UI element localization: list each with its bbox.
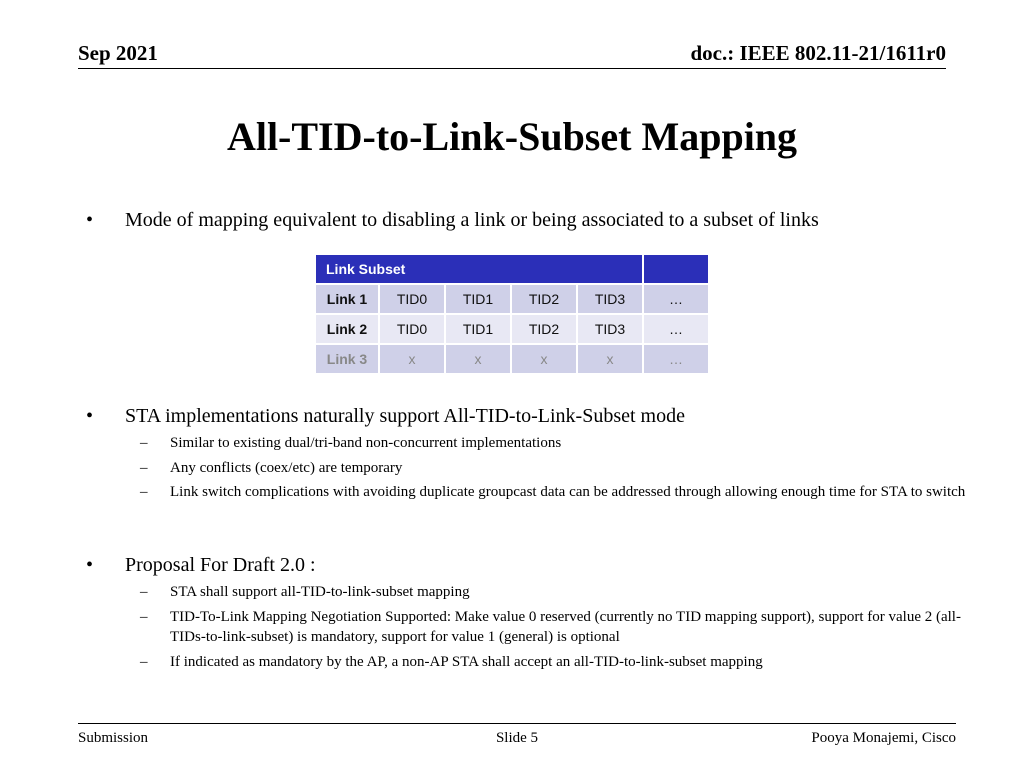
row-label: Link 2 [316,315,378,343]
table-cell: TID3 [578,285,642,313]
bullet-dot-icon: • [86,554,94,576]
dash-icon: – [140,460,148,476]
bullet-dot-icon: • [86,209,94,231]
footer-author: Pooya Monajemi, Cisco [811,730,956,746]
sub-bullet-text: Similar to existing dual/tri-band non-concurrent implementations [170,435,562,451]
table-cell: x [446,345,510,373]
dash-icon: – [140,484,148,500]
table-cell: … [644,345,708,373]
table-header-cell: Link Subset [316,255,642,283]
bullet-dot-icon: • [86,405,94,427]
header-doc-id: doc.: IEEE 802.11-21/1611r0 [690,41,946,65]
table-row [316,315,708,343]
table-cell: TID2 [512,285,576,313]
table-row [316,345,708,373]
table-cell: … [644,285,708,313]
table-cell: TID0 [380,315,444,343]
slide-title: All-TID-to-Link-Subset Mapping [226,114,798,159]
table-cell: TID0 [380,285,444,313]
dash-icon: – [140,609,148,625]
sub-bullet-text: If indicated as mandatory by the AP, a non-AP STA shall accept an all-TID-to-link-subset mapping [170,654,763,670]
table-header-blank [644,255,708,283]
row-label: Link 1 [316,285,378,313]
dash-icon: – [140,435,148,451]
footer-submission: Submission [78,730,149,746]
dash-icon: – [140,654,148,670]
table-cell: x [512,345,576,373]
table-cell: … [644,315,708,343]
header-date: Sep 2021 [78,41,158,65]
bullet-text: STA implementations naturally support All-TID-to-Link-Subset mode [125,405,685,427]
bullet-text: Mode of mapping equivalent to disabling a link or being associated to a subset of links [125,209,819,231]
link-subset-table [314,253,710,375]
table-header-row [316,255,708,283]
sub-bullet-text: Any conflicts (coex/etc) are temporary [170,460,403,476]
table-cell: TID1 [446,285,510,313]
slide-header [78,40,946,69]
sub-bullet-text: TID-To-Link Mapping Negotiation Supported: Make value 0 reserved (currently no TID mapping support), support for value 2 (all-TIDs-to-link-subset) is mandatory, support for value 1 (general) is optional [170,609,961,645]
footer-slide-number: Slide 5 [495,730,539,746]
table-cell: TID3 [578,315,642,343]
bullet-text: Proposal For Draft 2.0 : [125,554,316,576]
sub-bullet-text: Link switch complications with avoiding duplicate groupcast data can be addressed through allowing enough time for STA to switch [170,484,966,500]
row-label: Link 3 [316,345,378,373]
table-cell: x [380,345,444,373]
sub-bullet-text: STA shall support all-TID-to-link-subset mapping [170,584,470,600]
slide-footer [78,723,956,752]
table-cell: TID2 [512,315,576,343]
table-cell: x [578,345,642,373]
dash-icon: – [140,584,148,600]
table-row [316,285,708,313]
table-cell: TID1 [446,315,510,343]
